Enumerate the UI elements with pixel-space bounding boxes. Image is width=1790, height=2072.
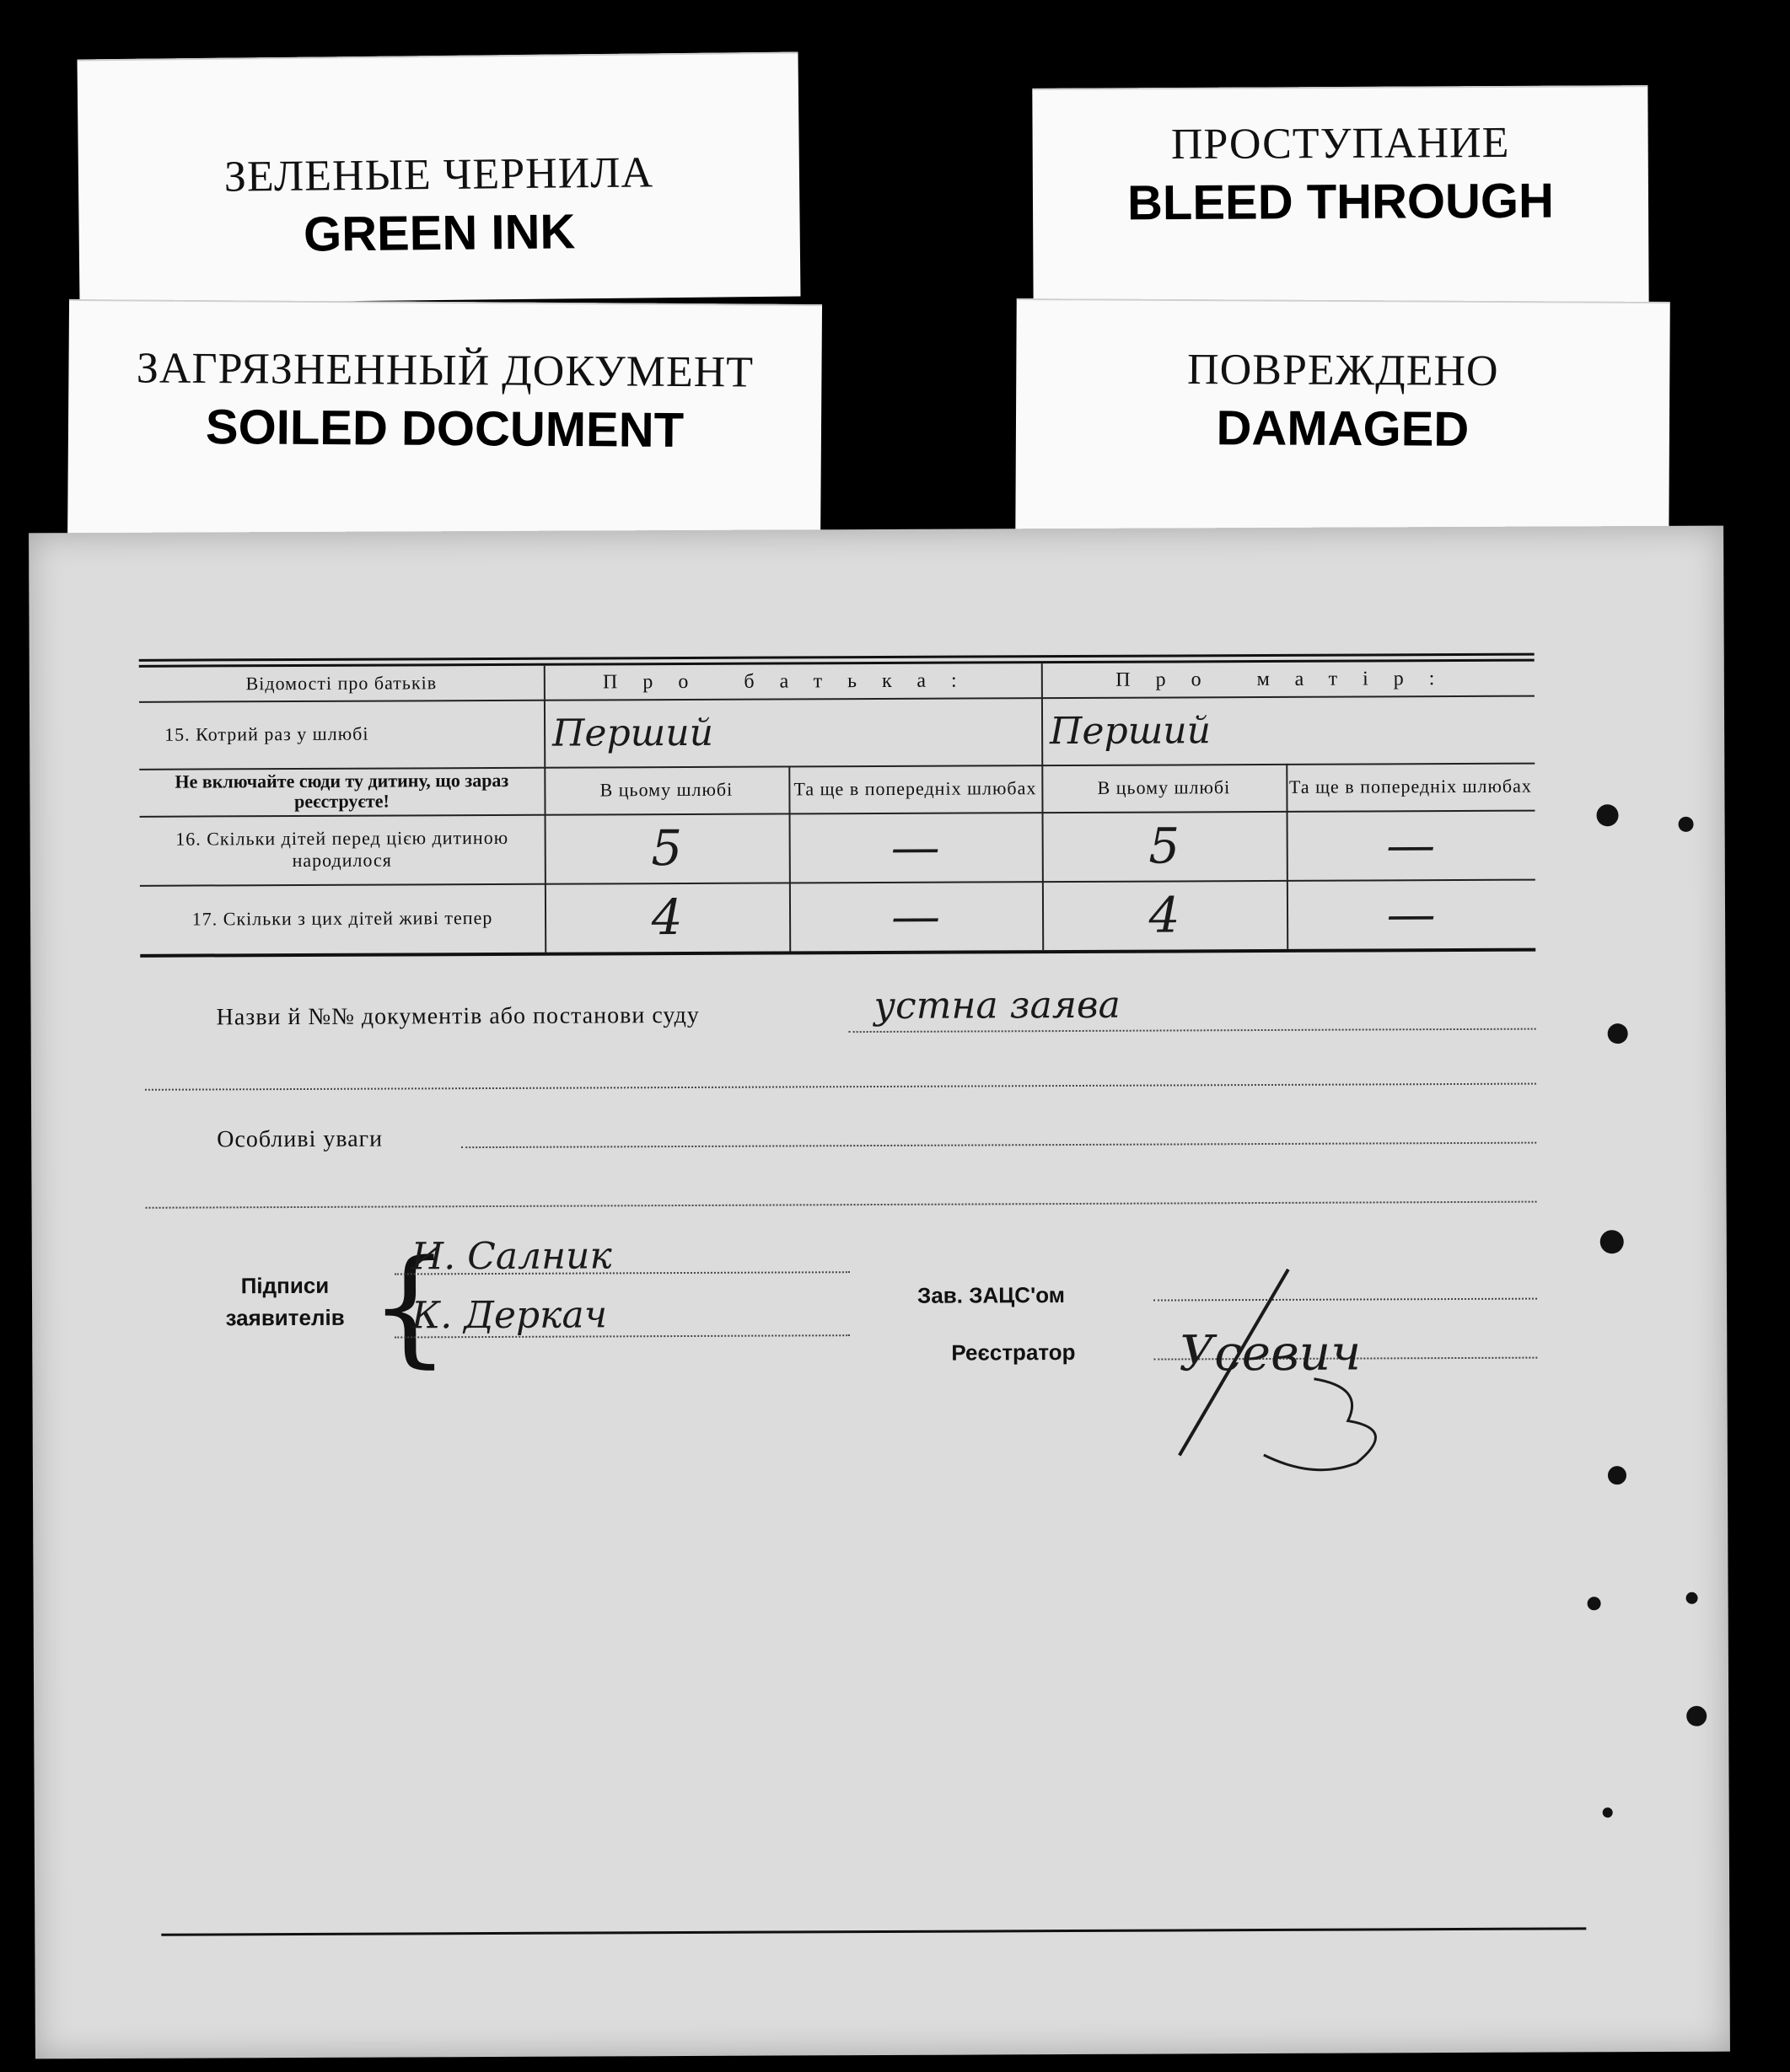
applicant2-signature: К. Деркач (411, 1293, 608, 1338)
document-page (29, 526, 1730, 2059)
col-mother-prev: Та ще в попередніх шлюбах (1288, 775, 1532, 797)
registrar-flourish (1145, 1252, 1433, 1472)
tag-damaged-ru: ПОВРЕЖДЕНО (1186, 346, 1499, 395)
row16-label: 16. Скільки дітей перед цією дитиною народилося (175, 826, 509, 872)
table-row-15 (139, 695, 1535, 770)
row15-label: 15. Котрий раз у шлюбі (164, 722, 369, 745)
tag-damaged-en: DAMAGED (1216, 400, 1470, 457)
header-father: Про батька: (602, 668, 982, 693)
notes-line-1 (461, 1142, 1536, 1149)
registrar-signature: Усевич (1179, 1323, 1362, 1382)
row16-mother-prev: — (1386, 816, 1436, 874)
tag-green-ink-en: GREEN INK (303, 204, 576, 262)
brace: { (368, 1233, 450, 1381)
tag-soiled-ru: ЗАГРЯЗНЕННЫЙ ДОКУМЕНТ (136, 344, 755, 397)
row16-mother-this: 5 (1148, 817, 1180, 875)
tag-damaged (1015, 298, 1670, 546)
documents-value: устна заява (873, 983, 1121, 1028)
tag-green-ink-ru: ЗЕЛЕНЫЕ ЧЕРНИЛА (223, 148, 654, 201)
punch-hole (1600, 1230, 1624, 1253)
punch-hole (1603, 1807, 1613, 1817)
punch-hole (1608, 1023, 1628, 1044)
row15-mother: Перший (1049, 708, 1212, 753)
punch-hole (1686, 1706, 1707, 1726)
punch-hole (1686, 1592, 1698, 1604)
row16-father-this: 5 (651, 819, 683, 878)
row17-label: 17. Скільки з цих дітей живі тепер (191, 906, 493, 930)
tag-bleed-through-en: BLEED THROUGH (1126, 173, 1555, 231)
col-father-prev: Та ще в попередніх шлюбах (793, 777, 1037, 800)
tag-soiled-en: SOILED DOCUMENT (205, 400, 685, 458)
registrar-label: Реєстратор (951, 1339, 1076, 1366)
punch-hole (1588, 1597, 1601, 1610)
col-mother-this: В цьому шлюбі (1097, 776, 1231, 798)
table-row-17 (140, 879, 1535, 958)
tag-green-ink (78, 52, 801, 304)
documents-label: Назви й №№ документів або постанови суду (216, 1001, 700, 1031)
notes-line-2 (146, 1201, 1537, 1209)
punch-hole (1679, 817, 1694, 832)
tag-bleed-through (1032, 85, 1648, 316)
head-label: Зав. ЗАЦС'ом (917, 1282, 1066, 1308)
row15-father: Перший (551, 711, 714, 755)
row17-mother-prev: — (1386, 885, 1436, 943)
row16-father-prev: — (890, 818, 940, 876)
table-row-16 (140, 810, 1535, 887)
bottom-rule (161, 1927, 1586, 1935)
header-mother: Про матір: (1115, 667, 1460, 691)
col-father-this: В цьому шлюбі (599, 778, 734, 801)
documents-line-2 (145, 1083, 1536, 1091)
row17-father-prev: — (890, 887, 941, 945)
applicant1-signature: И. Салник (411, 1234, 612, 1279)
notes-label: Особливі уваги (217, 1125, 384, 1153)
header-parents: Відомості про батьків (245, 672, 438, 695)
row17-father-this: 4 (651, 888, 683, 947)
table-note: Не включайте сюди ту дитину, що зараз реєструєте! (175, 769, 509, 813)
tag-bleed-through-ru: ПРОСТУПАНИЕ (1170, 118, 1510, 169)
punch-hole (1608, 1466, 1626, 1484)
documents-line-1 (849, 1028, 1536, 1033)
punch-hole (1596, 804, 1618, 826)
applicants-label: Підписи заявителів (225, 1272, 345, 1331)
row17-mother-this: 4 (1148, 886, 1180, 944)
table-subheader-row (139, 763, 1535, 818)
tag-soiled-document (67, 299, 822, 557)
